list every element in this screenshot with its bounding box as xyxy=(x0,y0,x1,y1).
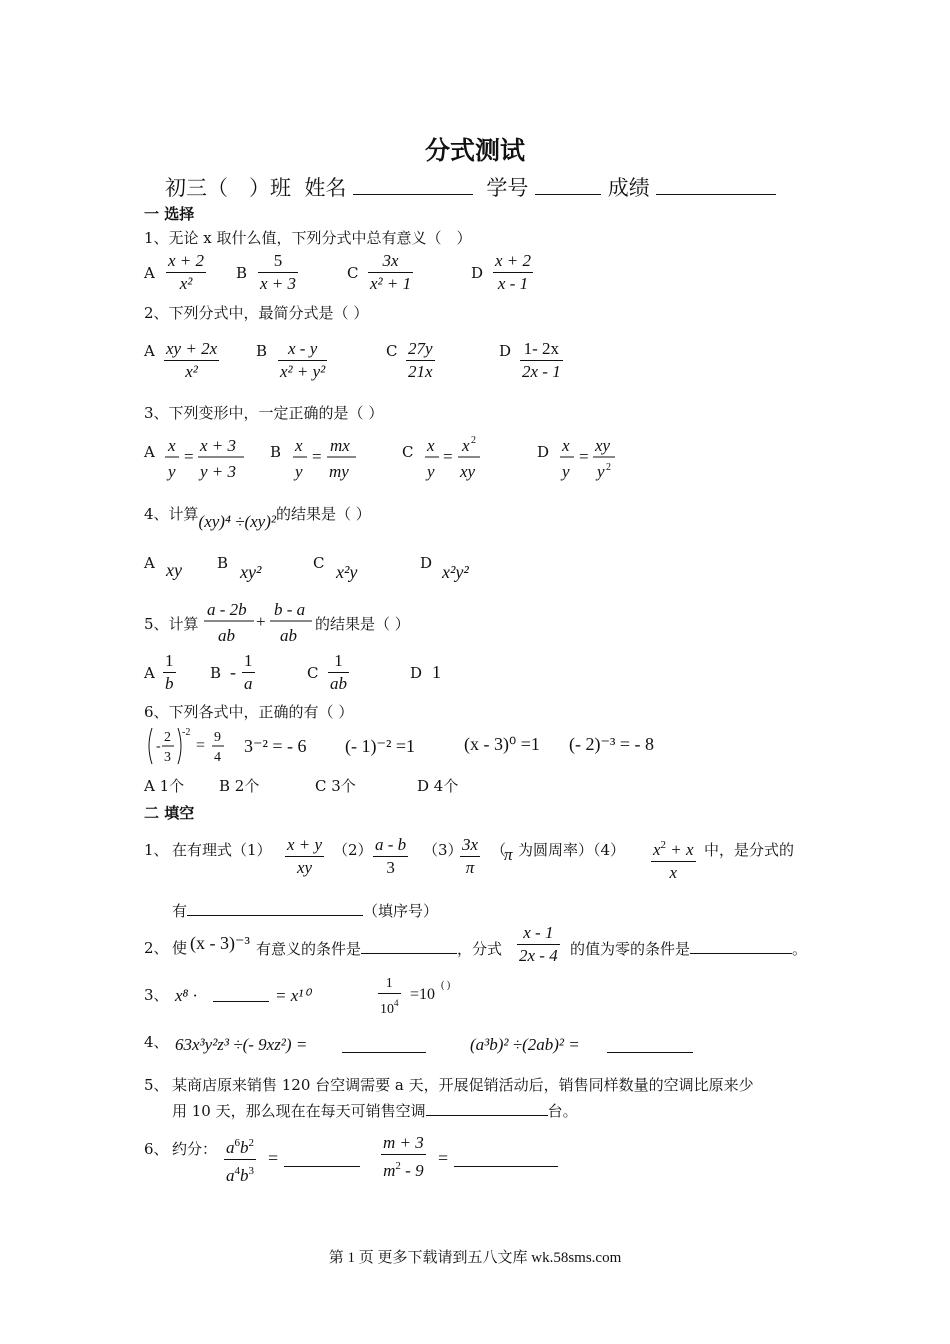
fill-3-expr-b: = x¹⁰ xyxy=(275,986,311,1005)
question-4 xyxy=(144,503,371,532)
fill-2-text-c: ，分式 xyxy=(457,940,503,958)
question-5-suffix: 的结果是（ ） xyxy=(315,615,410,633)
q4-option-a[interactable]: A xyxy=(144,554,155,572)
fill-3-fraction: 1 $10^4$ xyxy=(380,976,399,1017)
q1-option-b[interactable]: B xyxy=(236,264,248,282)
fill-2-text-d xyxy=(570,937,807,959)
fill-1-line2-b: （填序号） xyxy=(363,902,439,920)
svg-text:x: x xyxy=(295,436,303,455)
fill-4-blank-1[interactable] xyxy=(342,1036,426,1053)
svg-text:y: y xyxy=(168,462,176,481)
name-blank[interactable] xyxy=(353,175,473,195)
q6-expression-1 xyxy=(144,724,232,768)
svg-text:=: = xyxy=(443,447,453,466)
page-footer: 第 1 页 更多下载请到五八文库 wk.58sms.com xyxy=(328,1250,622,1266)
svg-text:xy: xy xyxy=(460,462,476,481)
q3-option-d[interactable]: D xyxy=(537,443,550,461)
svg-text:2: 2 xyxy=(164,730,171,745)
q4-option-b[interactable]: B xyxy=(217,554,229,572)
svg-text:x: x xyxy=(427,436,435,455)
fill-3-expr-a: x⁸ · xyxy=(175,986,197,1005)
fill-2-text-d-label: 的值为零的条件是 xyxy=(570,940,691,958)
svg-text:x + 3: x + 3 xyxy=(200,436,237,455)
svg-text:=: = xyxy=(196,737,206,754)
q6-expression-2: 3⁻² = - 6 xyxy=(244,736,307,756)
q6-expression-4: (x - 3)⁰ =1 xyxy=(464,734,540,754)
svg-text:b - a: b - a xyxy=(274,600,306,619)
svg-text:y: y xyxy=(562,462,570,481)
svg-text:=: = xyxy=(184,447,194,466)
q1-option-c[interactable]: C xyxy=(347,264,359,282)
fill-2-text-e: 。 xyxy=(792,940,808,958)
question-1: 1、无论 x 取什么值，下列分式中总有意义（ ） xyxy=(144,229,472,247)
fill-2-number: 2、 xyxy=(144,939,169,957)
q5-fraction-a: 1 b xyxy=(165,651,174,693)
q2-fraction-c: 27y 21x xyxy=(408,339,433,381)
q5-fraction-c: 1 ab xyxy=(330,651,347,693)
q3-option-c[interactable]: C xyxy=(402,443,414,461)
svg-text:9: 9 xyxy=(214,730,221,745)
svg-text:2: 2 xyxy=(606,462,611,473)
svg-text:my: my xyxy=(329,462,349,481)
svg-text:y: y xyxy=(295,462,303,481)
fill-4-expr-b: (a³b)² ÷(2ab)² = xyxy=(470,1035,580,1054)
fill-1-line2-a: 有 xyxy=(172,902,188,920)
q4-answer-a: xy xyxy=(166,560,182,580)
svg-text:ab: ab xyxy=(280,626,297,645)
fill-3-number: 3、 xyxy=(144,986,169,1004)
q3-expression-a xyxy=(162,432,252,484)
q2-fraction-b: x - y x² + y² xyxy=(280,339,326,381)
fill-4-expr-a: 63x³y²z³ ÷(- 9xz²) = xyxy=(175,1035,308,1054)
question-5-prefix: 5、计算 xyxy=(144,615,199,633)
svg-text:4: 4 xyxy=(214,750,221,765)
q3-option-b[interactable]: B xyxy=(270,443,282,461)
q6-option-d[interactable]: D 4个 xyxy=(417,777,459,795)
q3-expression-b xyxy=(290,432,370,484)
fill-5-number: 5、 xyxy=(144,1076,169,1094)
svg-text:x: x xyxy=(462,436,470,455)
svg-text:y: y xyxy=(597,462,605,481)
fill-6-text: 约分： xyxy=(172,1140,218,1158)
q5-expression xyxy=(202,596,314,648)
name-label: 姓名 xyxy=(304,176,347,200)
question-2: 2、下列分式中，最简分式是（ ） xyxy=(144,304,369,322)
question-3: 3、下列变形中，一定正确的是（ ） xyxy=(144,404,384,422)
fill-1-expr-3: 3x π xyxy=(462,835,479,877)
fill-5-line2 xyxy=(172,1099,578,1121)
q4-option-d[interactable]: D xyxy=(420,554,433,572)
fill-2-blank-1[interactable] xyxy=(361,937,457,954)
fill-2-text-b-label: 有意义的条件是 xyxy=(256,940,362,958)
fill-1-text-2: （2） xyxy=(333,841,373,859)
class-label: 初三（ ）班 xyxy=(165,176,291,200)
fill-3-paren[interactable]: ( ) xyxy=(441,980,451,991)
fill-1-expr-1: x + y xy xyxy=(287,835,323,877)
svg-text:2: 2 xyxy=(471,435,476,446)
fill-6-blank-1[interactable] xyxy=(284,1150,360,1167)
fill-1-number: 1、 xyxy=(144,841,169,859)
q5-answer-d: 1 xyxy=(432,662,441,682)
q6-expression-3: (- 1)⁻² =1 xyxy=(345,736,416,756)
fill-5-line2-a: 用 10 天，那么现在在每天可销售空调 xyxy=(172,1102,426,1120)
q4-option-c[interactable]: C xyxy=(313,554,325,572)
fill-1-pi: π xyxy=(504,845,513,864)
q5-option-d[interactable]: D xyxy=(410,664,423,682)
svg-text:=: = xyxy=(312,447,322,466)
q4-answer-b: xy² xyxy=(240,562,262,582)
fill-1-line2 xyxy=(172,899,438,921)
q1-fraction-b: 5 x + 3 xyxy=(260,251,297,293)
fill-5-line1: 某商店原来销售 120 台空调需要 a 天，开展促销活动后，销售同样数量的空调比原来少 xyxy=(172,1076,754,1094)
q5-option-a[interactable]: A xyxy=(144,664,155,682)
q6-option-b[interactable]: B 2个 xyxy=(219,777,260,795)
fill-6-equals-1: = xyxy=(268,1148,279,1168)
svg-text:3: 3 xyxy=(164,750,171,765)
fill-1-text-4b: 为圆周率）（4） xyxy=(518,841,626,859)
student-info-header xyxy=(165,172,776,202)
q3-expression-c xyxy=(422,432,492,484)
q2-option-c[interactable]: C xyxy=(386,342,398,360)
q1-fraction-d: x + 2 x - 1 xyxy=(495,251,532,293)
fill-2-blank-2[interactable] xyxy=(690,937,792,954)
q1-fraction-a: x + 2 x² xyxy=(168,251,205,293)
q1-option-d[interactable]: D xyxy=(471,264,484,282)
q3-expression-d xyxy=(557,432,627,484)
svg-text:-: - xyxy=(156,739,161,754)
svg-text:xy: xy xyxy=(595,436,611,455)
page-title: 分式测试 xyxy=(424,136,525,165)
q6-expression-5: (- 2)⁻³ = - 8 xyxy=(569,734,655,754)
fill-2-fraction: x - 1 2x - 4 xyxy=(519,923,558,965)
q2-fraction-d: 1- 2x 2x - 1 xyxy=(522,339,561,381)
fill-4-number: 4、 xyxy=(144,1033,169,1051)
fill-1-blank[interactable] xyxy=(187,899,363,916)
q1-fraction-c: 3x x² + 1 xyxy=(370,251,412,293)
fill-1-expr-2: a - b 3 xyxy=(375,835,407,877)
svg-text:-2: -2 xyxy=(182,727,191,738)
svg-text:+: + xyxy=(256,612,266,631)
q4-text-b: 的结果是（ ） xyxy=(275,505,371,523)
section-fill-heading: 二 填空 xyxy=(144,804,195,822)
svg-text:x: x xyxy=(168,436,176,455)
fill-6-equals-2: = xyxy=(438,1148,449,1168)
fill-6-fraction-1: $a^6b^2$ $a^4b^3$ xyxy=(226,1137,254,1185)
q4-text-a: 4、计算 xyxy=(144,505,199,523)
fill-1-text-3: （3） xyxy=(423,841,463,859)
fill-1-text-4a: （ xyxy=(491,841,507,859)
fill-3-blank[interactable] xyxy=(213,985,269,1002)
fill-2-text-a: 使 xyxy=(172,939,188,957)
fill-5-blank[interactable] xyxy=(426,1099,548,1116)
svg-text:=: = xyxy=(579,447,589,466)
score-label: 成绩 xyxy=(607,176,650,200)
id-blank[interactable] xyxy=(535,175,601,195)
fill-2-expr: (x - 3)⁻³ xyxy=(190,933,250,953)
fill-6-number: 6、 xyxy=(144,1140,169,1158)
fill-5-line2-b: 台。 xyxy=(547,1102,578,1120)
id-label: 学号 xyxy=(486,176,529,200)
q2-option-d[interactable]: D xyxy=(499,342,512,360)
q2-fraction-a: xy + 2x x² xyxy=(166,339,218,381)
q4-expression: (xy)⁴ ÷(xy)² xyxy=(198,512,276,531)
svg-text:x: x xyxy=(562,436,570,455)
q5-option-c[interactable]: C xyxy=(307,664,319,682)
score-blank[interactable] xyxy=(656,175,776,195)
svg-text:mx: mx xyxy=(330,436,350,455)
svg-text:ab: ab xyxy=(218,626,235,645)
q6-option-a[interactable]: A 1个 xyxy=(144,777,185,795)
svg-text:a - 2b: a - 2b xyxy=(207,600,247,619)
q6-option-c[interactable]: C 3个 xyxy=(315,777,356,795)
question-6: 6、下列各式中，正确的有（ ） xyxy=(144,703,354,721)
q4-answer-c: x²y xyxy=(336,562,358,582)
q1-option-a[interactable]: A xyxy=(144,264,155,282)
svg-text:y: y xyxy=(427,462,435,481)
q2-option-a[interactable]: A xyxy=(144,342,155,360)
fill-6-blank-2[interactable] xyxy=(454,1150,558,1167)
q3-option-a[interactable]: A xyxy=(144,443,155,461)
fill-4-blank-2[interactable] xyxy=(607,1036,693,1053)
fill-6-fraction-2: m + 3 $m^2 - 9$ xyxy=(383,1133,424,1180)
q4-answer-d: x²y² xyxy=(442,562,469,582)
svg-text:y + 3: y + 3 xyxy=(200,462,237,481)
q2-option-b[interactable]: B xyxy=(256,342,268,360)
q5-fraction-b: 1 a xyxy=(244,651,253,693)
section-choice-heading: 一 选择 xyxy=(144,205,195,223)
fill-1-expr-4: $x^2 + x$ x xyxy=(653,839,694,882)
fill-3-expr-c: =10 xyxy=(410,986,436,1003)
fill-1-text-5: 中，是分式的 xyxy=(704,841,795,859)
fill-1-text-a: 在有理式（1） xyxy=(172,841,272,859)
q5-option-b[interactable]: B xyxy=(210,664,222,682)
q5-minus-sign: - xyxy=(230,662,236,682)
fill-2-text-b xyxy=(256,937,502,959)
